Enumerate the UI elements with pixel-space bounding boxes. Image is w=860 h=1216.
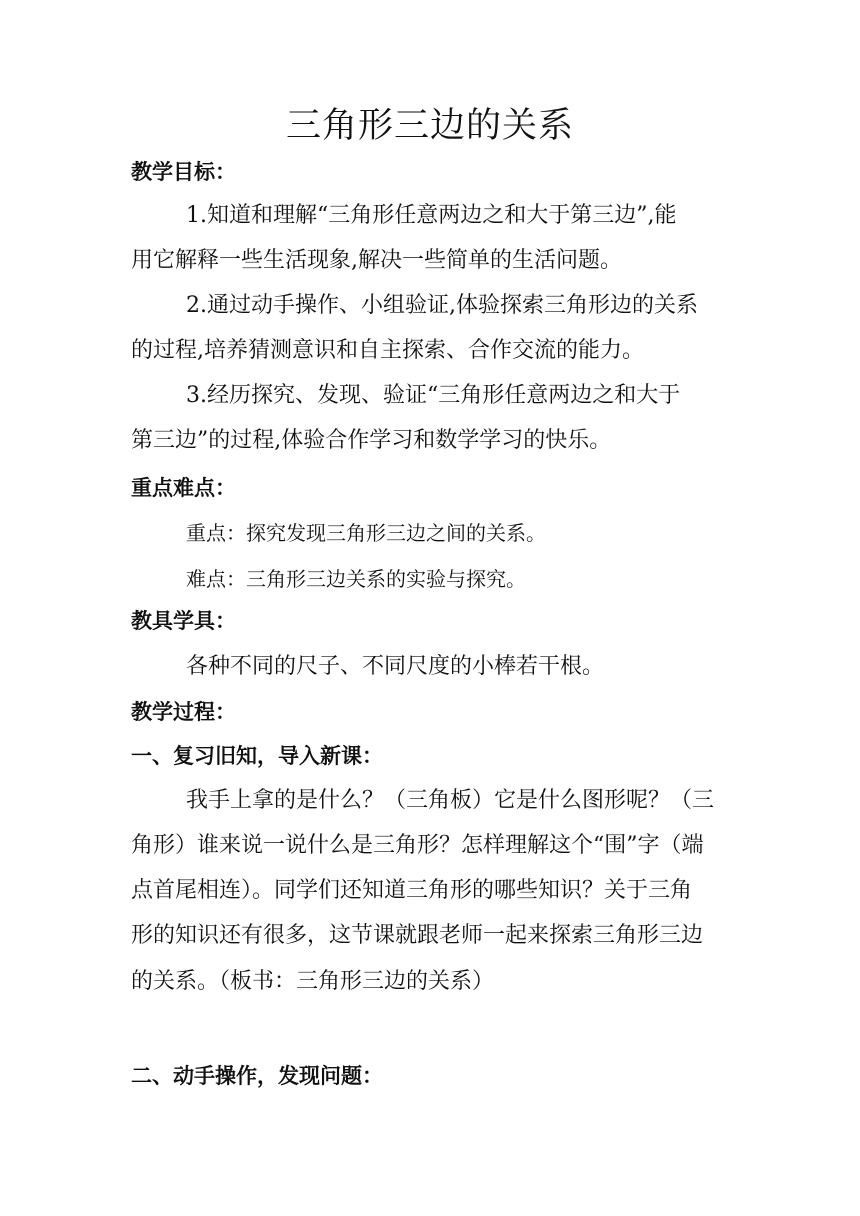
objectives-line-5: 3.经历探究、发现、验证“三角形任意两边之和大于	[186, 383, 681, 408]
key-point-line-2: 难点：三角形三边关系的实验与探究。	[186, 567, 526, 591]
objectives-line-2: 用它解释一些生活现象,解决一些简单的生活问题。	[131, 248, 622, 273]
section-1-line-1: 我手上拿的是什么？（三角板）它是什么图形呢？（三	[186, 788, 715, 813]
objectives-line-1: 1.知道和理解“三角形任意两边之和大于第三边”,能	[186, 203, 677, 228]
materials-heading: 教具学具：	[131, 609, 236, 633]
section-1-line-3: 点首尾相连）。同学们还知道三角形的哪些知识？关于三角	[131, 878, 693, 903]
key-points-heading: 重点难点：	[131, 476, 236, 500]
key-point-line-1: 重点：探究发现三角形三边之间的关系。	[186, 521, 546, 545]
objectives-heading: 教学目标：	[131, 160, 236, 184]
materials-line-1: 各种不同的尺子、不同尺度的小棒若干根。	[186, 654, 605, 679]
section-1-line-2: 角形）谁来说一说什么是三角形？怎样理解这个“围”字（端	[131, 833, 704, 858]
section-2-heading: 二、动手操作，发现问题：	[131, 1064, 383, 1088]
document-title: 三角形三边的关系	[285, 106, 574, 146]
section-1-heading: 一、复习旧知，导入新课：	[131, 744, 383, 768]
objectives-line-6: 第三边”的过程,体验合作学习和数学学习的快乐。	[131, 428, 612, 453]
section-1-line-5: 的关系。（板书：三角形三边的关系）	[131, 969, 495, 994]
objectives-line-3: 2.通过动手操作、小组验证,体验探索三角形边的关系	[186, 293, 698, 318]
process-heading: 教学过程：	[131, 700, 236, 724]
objectives-line-4: 的过程,培养猜测意识和自主探索、合作交流的能力。	[131, 338, 644, 363]
section-1-line-4: 形的知识还有很多，这节课就跟老师一起来探索三角形三边	[131, 923, 704, 948]
